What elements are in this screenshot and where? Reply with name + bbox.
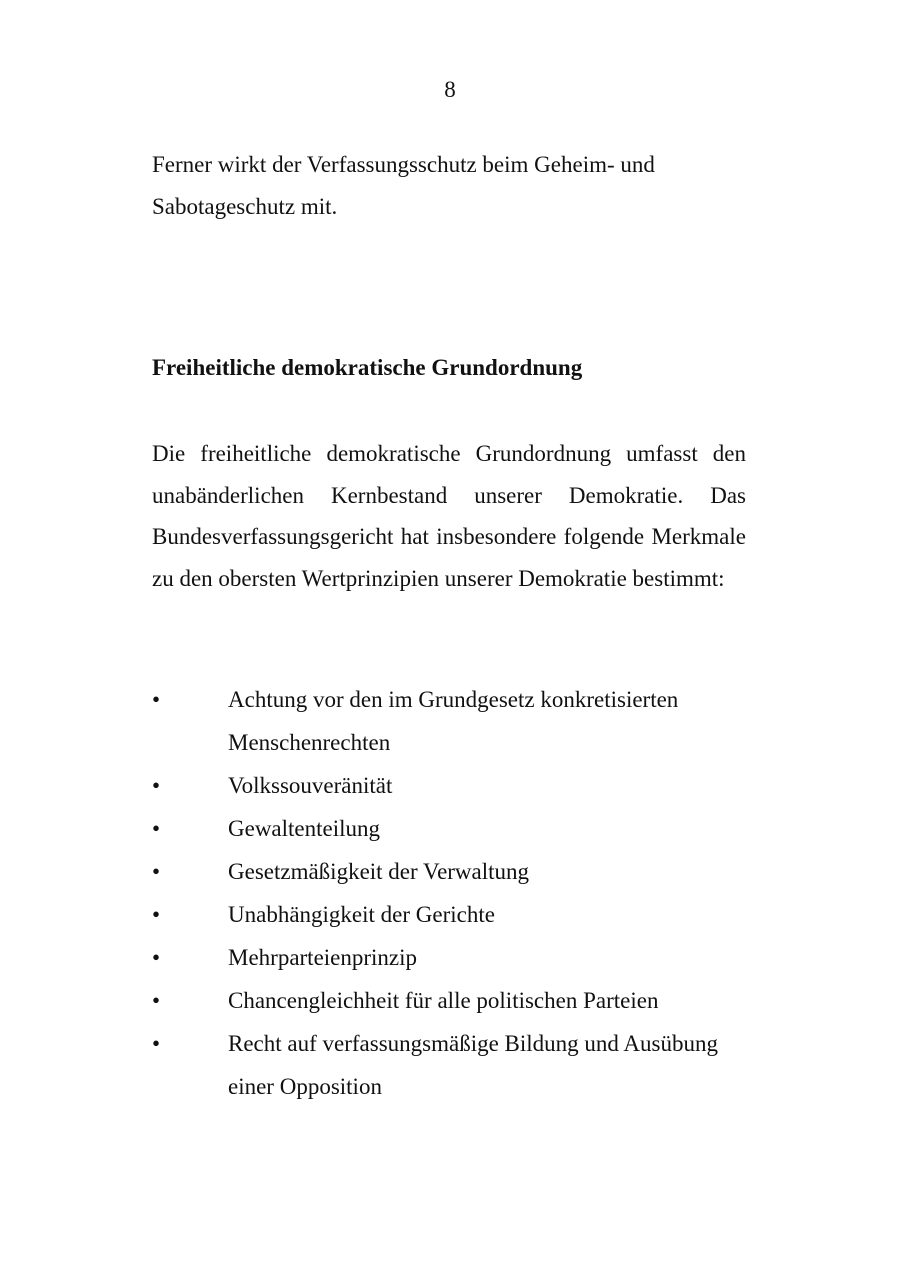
bullet-icon: •	[152, 988, 161, 1013]
principles-list	[152, 678, 752, 1108]
list-item-text: Recht auf verfassungsmäßige Bildung und Ausübung einer Opposition	[228, 1031, 718, 1099]
list-item-text: Gewaltenteilung	[228, 816, 381, 841]
list-item	[152, 764, 752, 807]
list-item	[152, 850, 752, 893]
list-item-text: Mehrparteienprinzip	[228, 945, 418, 970]
bullet-icon: •	[152, 1031, 161, 1056]
list-item	[152, 1022, 752, 1108]
page-number: 8	[444, 77, 456, 102]
list-item-text: Volkssouveränität	[228, 773, 393, 798]
list-item-text: Chancengleichheit für alle politischen Parteien	[228, 988, 659, 1013]
list-item-text: Gesetzmäßigkeit der Verwaltung	[228, 859, 530, 884]
list-item	[152, 678, 752, 764]
list-item-text: Achtung vor den im Grundgesetz konkretisierten Menschenrechten	[228, 687, 679, 755]
bullet-icon: •	[152, 945, 161, 970]
intro-paragraph: Ferner wirkt der Verfassungsschutz beim Geheim- und Sabotageschutz mit.	[152, 152, 655, 219]
list-item	[152, 979, 752, 1022]
list-item	[152, 936, 752, 979]
bullet-icon: •	[152, 902, 161, 927]
bullet-icon: •	[152, 773, 161, 798]
list-item-text: Unabhängigkeit der Gerichte	[228, 902, 495, 927]
list-item	[152, 893, 752, 936]
bullet-icon: •	[152, 687, 161, 712]
section-heading: Freiheitliche demokratische Grundordnung	[152, 355, 583, 380]
bullet-icon: •	[152, 816, 161, 841]
bullet-icon: •	[152, 859, 161, 884]
list-item	[152, 807, 752, 850]
body-paragraph: Die freiheitliche demokratische Grundordnung umfasst den unabänderlichen Kernbestand unserer Demokratie. Das Bundesverfassungsgericht hat insbesondere folgende Merkmale zu den obersten Wertprinzipien unserer Demokratie bestimmt:	[152, 441, 746, 591]
